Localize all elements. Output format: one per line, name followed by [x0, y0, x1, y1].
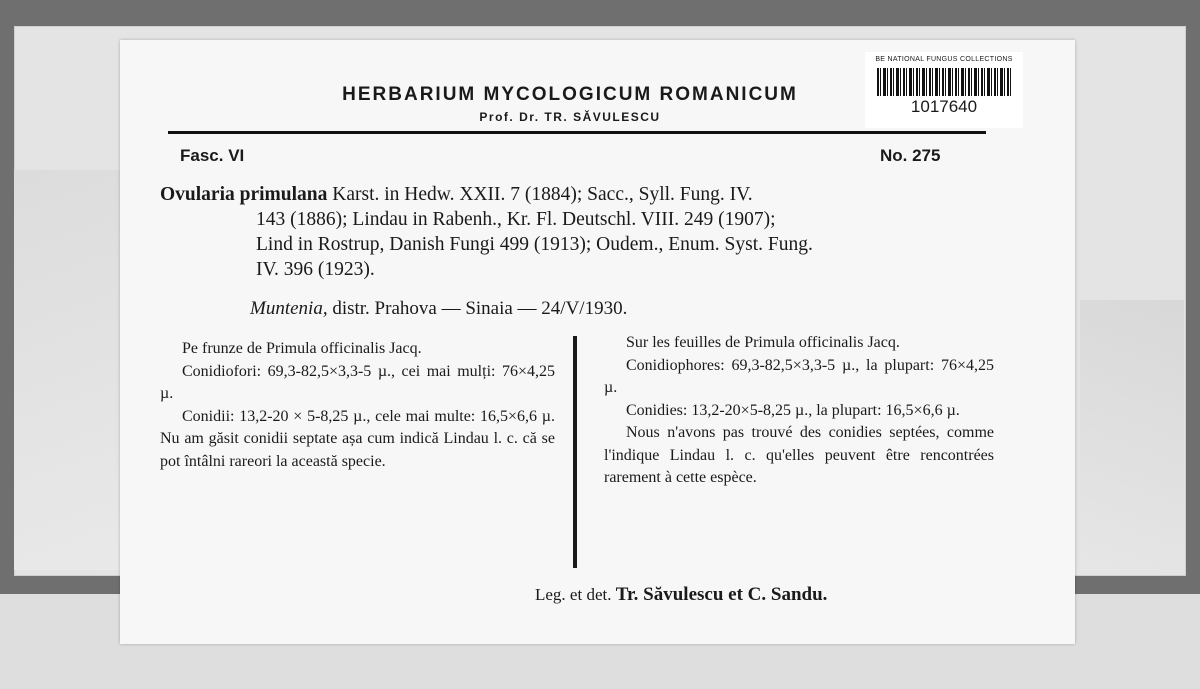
herbarium-label — [120, 40, 1075, 644]
ro-host: Pe frunze de Primula officinalis Jacq. — [182, 340, 422, 357]
citation-line-1: Ovularia primulana Karst. in Hedw. XXII. 7 (1884); Sacc., Syll. Fung. IV. — [160, 184, 753, 205]
collectors-names: Tr. Săvulescu et C. Sandu. — [615, 584, 828, 605]
collectors-line — [535, 584, 827, 606]
barcode-number: 1017640 — [910, 97, 978, 116]
envelope-fold-right — [1080, 300, 1184, 570]
taxon-citation — [160, 182, 1000, 282]
locality-detail: distr. Prahova — Sinaia — 24/V/1930. — [332, 298, 628, 319]
header-rule — [168, 131, 986, 134]
description-romanian — [160, 338, 555, 473]
barcode-label — [865, 52, 1023, 128]
citation-line-3: Lind in Rostrup, Danish Fungi 499 (1913); Oudem., Enum. Syst. Fung. — [256, 234, 813, 255]
fr-conidiophores: Conidiophores: 69,3-82,5×3,3-5 µ., la plupart: 76×4,25 µ. — [604, 356, 994, 396]
collection-locality — [250, 298, 627, 320]
collectors-prefix: Leg. et det. — [535, 585, 612, 604]
fr-host: Sur les feuilles de Primula officinalis Jacq. — [626, 334, 900, 351]
barcode-caption: BE NATIONAL FUNGUS COLLECTIONS — [875, 56, 1013, 63]
citation-line-2: 143 (1886); Lindau in Rabenh., Kr. Fl. Deutschl. VIII. 249 (1907); — [256, 209, 776, 230]
fr-conidia: Conidies: 13,2-20×5-8,25 µ., la plupart: 16,5×6,6 µ. — [626, 401, 960, 419]
herbarium-curator: Prof. Dr. TR. SĂVULESCU — [479, 110, 661, 124]
description-french — [604, 332, 994, 490]
ro-conidiophores: Conidiofori: 69,3-82,5×3,3-5 µ., cei mai mulți: 76×4,25 µ. — [160, 362, 555, 402]
column-divider — [573, 336, 577, 568]
citation-line-4: IV. 396 (1923). — [256, 259, 375, 280]
ro-conidia: Conidii: 13,2-20 × 5-8,25 µ., cele mai multe: 16,5×6,6 µ. Nu am găsit conidii septate așa cum indică Lindau l. c. că se pot întâlni rareori la această specie. — [160, 407, 555, 470]
fr-note: Nous n'avons pas trouvé des conidies septées, comme l'indique Lindau l. c. qu'elles peuvent être rencontrées rarement à cette espèce. — [604, 424, 994, 486]
envelope-fold-left — [14, 170, 134, 570]
herbarium-title: HERBARIUM MYCOLOGICUM ROMANICUM — [342, 84, 798, 105]
species-name: Ovularia primulana — [160, 184, 328, 205]
locality-region: Muntenia, — [250, 298, 328, 319]
specimen-number: No. 275 — [880, 146, 941, 165]
barcode-icon — [877, 68, 1011, 96]
fascicle-label: Fasc. VI — [180, 146, 245, 165]
